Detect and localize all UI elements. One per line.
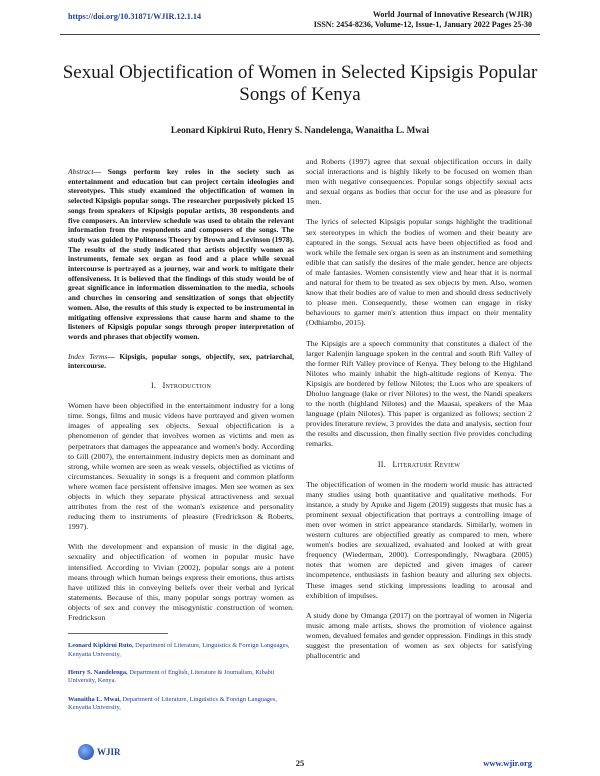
affiliation-1 xyxy=(68,642,294,659)
abstract-text: — Songs perform key roles in the society such as entertainment and education but can project certain ideologies and stereotypes. This study examined the objectification of women in selected Kipsigis popular songs. The researcher purposively picked 15 songs from speakers of Kipsigis popular artists, 30 respondents and five composers. An interview schedule was used to obtain the relevant information from the respondents and composers of the songs. The study was guided by Politeness Theory by Brown and Levinson (1978). The results of the study indicated that artists objectify women as instruments, female sex organ as food and a place while sexual intercourse is portrayed as a journey, war and work to mitigate their offensiveness. It is believed that the findings of this study would be of great significance in information dissemination to the media, schools and churches in censoring and sensitization of songs that objectify women. Also, the results of this study is expected to be instrumental in mitigating offensive expressions that cause harm and shame to the listeners of Kipsigis popular songs through proper interpretation of words and phrases that objectify women. xyxy=(68,167,294,341)
section-title: Introduction xyxy=(162,381,212,391)
section-number: I. xyxy=(150,381,157,391)
section-title: Literature Review xyxy=(392,459,461,469)
page-number: 25 xyxy=(295,758,305,768)
intro-paragraph-5: The Kipsigis are a speech community that constitutes a dialect of the larger Kalenjin language spoken in the central and south Rift Valley of the former Rift Valley province of Kenya. They belong to the Highland Nilotes who mainly inhabit the high-altitude regions of Kenya. The Kipsigis are bordered by fellow Nilotes; the Luos who are speakers of Dholuo language (lake or river Nilotes) to the west, the Nandi speakers to the north (highland Nilotes) and the Maasai, speakers of the Maa language (plain Nilotes). This paper is organized as follows; section 2 provides literature review, 3 provides the data and analysis, section four the results and discussion, then finally section five provides concluding remarks. xyxy=(306,338,532,449)
logo-text: WJIR xyxy=(97,747,121,757)
affiliation-name: Wanaitha L. Mwai, xyxy=(68,695,121,703)
affiliation-divider xyxy=(68,633,168,634)
affiliation-name: Henry S. Nandelenga, xyxy=(68,668,128,676)
index-terms xyxy=(68,352,294,371)
affiliation-2 xyxy=(68,669,294,686)
left-column xyxy=(68,167,294,723)
intro-paragraph-4: The lyrics of selected Kipsigis popular songs highlight the traditional sex stereotypes in which the bodies of women and their beauty are captured in the songs. Sexual acts have been objectified as food and work while the female sex organ is seen as an instrument and something edible that can satisfy the desires of the male gender, hence are objects of male fantasies. Women consistently view and hear that it is normal and natural for them to be treated as sex objects by men. Also, women know that their bodies are of value to men and should dress seductively to please men. Consequently, these women can engage in risky behaviours to garner men's attention thus impact on their mentality (Odhiambo, 2015). xyxy=(306,217,532,328)
affiliation-name: Leonard Kipkirui Ruto, xyxy=(68,642,134,650)
affiliation-3 xyxy=(68,696,294,713)
intro-paragraph-3: and Roberts (1997) agree that sexual objectification occurs in daily social interactions and is highly likely to be focused on women than men with negative consequences. Popular songs objectify sexual acts and sexual organs as bodies that occur for the use and as pleasure for men. xyxy=(306,157,532,207)
globe-icon xyxy=(78,744,94,760)
abstract xyxy=(68,167,294,342)
author-list: Leonard Kipkirui Ruto, Henry S. Nandelenga, Wanaitha L. Mwai xyxy=(170,125,430,135)
issn-line: ISSN: 2454-8236, Volume-12, Issue-1, January 2022 Pages 25-30 xyxy=(313,20,532,29)
section-number: II. xyxy=(377,459,386,469)
journal-name: World Journal of Innovative Research (WJIR) xyxy=(372,10,532,19)
journal-header xyxy=(314,10,532,30)
footer-url-link[interactable]: www.wjir.org xyxy=(483,758,532,768)
right-column xyxy=(306,157,532,671)
journal-logo xyxy=(78,744,121,760)
header-divider xyxy=(60,34,540,35)
paper-title: Sexual Objectification of Women in Selected Kipsigis Popular Songs of Kenya xyxy=(62,62,538,105)
intro-paragraph-1: Women have been objectified in the entertainment industry for a long time. Songs, films and music videos have portrayed and given women images of appealing sex objects. Sexual objectification is a phenomenon of gender that involves women as victims and men as perpetrators that damages the appearance and women's body. According to Gill (2007), the entertainment industry depicts men as dominant and strong, while women are seen as weak vessels, objectified as victims of circumstances. Sexuality in songs is a frequent and common platform where women face persistent offensive images. Men see women as sex objects in which they separate physical attractiveness and sexual attributes from the rest of the woman's existence and personality reducing them to instruments of pleasure (Fredrickson & Roberts, 1997). xyxy=(68,401,294,532)
affiliation-detail: Department of Literature, Linguistics & Foreign Languages, Kenyatta University, xyxy=(68,695,277,712)
doi-link[interactable]: https://doi.org/10.31871/WJIR.12.1.14 xyxy=(68,12,202,21)
lit-review-paragraph-2: A study done by Omanga (2017) on the portrayal of women in Nigeria music among male artists, shows the promotion of violence against women, devalued females and gender oppression. Findings in this study suggest the presentation of women as sex objects for satisfying phallocentric and xyxy=(306,610,532,661)
affiliation-detail: Department of Literature, Linguistics & Foreign Languages, Kenyatta University, xyxy=(68,642,290,658)
section-heading-introduction xyxy=(68,381,294,391)
intro-paragraph-2: With the development and expansion of music in the digital age, sexuality and objectification of women in popular music have intensified. According to Vivian (2002), popular songs are a potent means through which human beings express their emotions, thus artists have utilized this in conveying beliefs over their verbal and lyrical statements. Because of this, many popular songs portray women as objects of sex and convey the misogynistic construction of women. Fredrickson xyxy=(68,542,294,623)
lit-review-paragraph-1: The objectification of women in the modern world music has attracted many studies using both quantitative and qualitative methods. For instance, a study by Apuke and Jigem (2019) suggests that music has a prominent sexual objectification that portrays a controlling image of men over women in strict appearance standards. Similarly, women in western cultures are objectified greatly as compared to men, where women's bodies are sexualized, evaluated and looked at with great frequency (Wiederman, 2000). Correspondingly, Nwagbara (2005) notes that women are depicted and given images of career incompetence, enthusiasts in fashion beauty and alluring sex objects. These images send sticking impressions leading to arousal and exhibition of impulses. xyxy=(306,479,532,600)
affiliation-detail: Department of English, Literature & Journalism, Kibabii University, Kenya. xyxy=(68,668,275,685)
index-terms-text: — Kipsigis, popular songs, objectify, sex, patriarchal, intercourse. xyxy=(68,351,294,371)
abstract-lead: Abstract xyxy=(68,167,94,176)
section-heading-literature-review xyxy=(306,460,532,470)
index-terms-lead: Index Terms xyxy=(68,351,108,361)
